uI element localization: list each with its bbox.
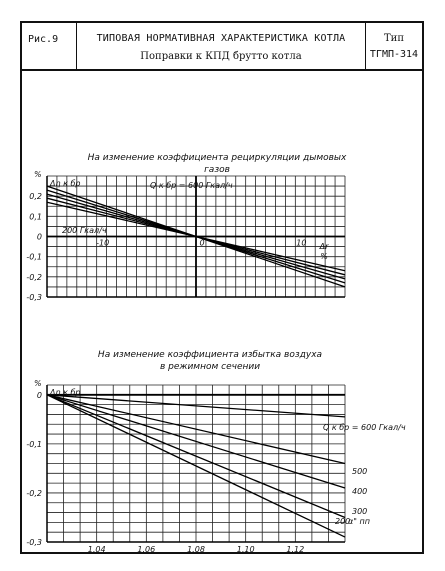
y-tick-label: -0,2 — [26, 488, 42, 498]
x-tick-label: 1,08 — [187, 545, 205, 554]
type-label: Тип — [384, 33, 404, 44]
chart-title — [88, 153, 347, 175]
y-axis-label: Δη к бр — [50, 388, 81, 397]
document-subtitle: Поправки к КПД брутто котла — [140, 51, 302, 62]
document-title: ТИПОВАЯ НОРМАТИВНАЯ ХАРАКТЕРИСТИКА КОТЛА — [96, 33, 346, 44]
y-tick-label: -0,3 — [26, 538, 42, 547]
chart-title-line: На изменение коэффициента избытка воздуха — [97, 350, 323, 360]
figure-label: Рис.9 — [28, 34, 59, 45]
series-label-200: 200 — [335, 517, 351, 526]
annotation-200: 200 Гкал/ч — [62, 226, 107, 235]
y-tick-label: -0,2 — [26, 272, 42, 282]
x-tick-label: 1,06 — [137, 545, 156, 554]
x-tick-label: 1,10 — [236, 545, 255, 554]
y-tick-label: 0,2 — [29, 192, 42, 202]
series-label-300: 300 — [352, 507, 368, 516]
y-tick-label: -0,1 — [26, 439, 42, 449]
chart-title-line: На изменение коэффициента рециркуляции дымовых — [87, 153, 347, 163]
type-value: ТГМП-314 — [369, 49, 419, 60]
y-tick-label: 0 — [36, 232, 42, 242]
y-axis-unit: % — [34, 170, 42, 179]
annotation-600: Q к бр = 600 Гкал/ч — [150, 181, 233, 190]
x-tick-label: -10 — [96, 238, 110, 248]
x-axis-label: α" пп — [348, 517, 370, 526]
chart-1 — [26, 153, 347, 302]
chart-title-line: в режимном сечении — [159, 362, 261, 372]
chart-title — [98, 350, 322, 372]
x-tick-label: 10 — [296, 238, 307, 248]
y-tick-label: -0,3 — [26, 293, 42, 302]
x-tick-label: 1,12 — [286, 545, 305, 554]
y-tick-label: 0 — [36, 390, 42, 400]
chart-2 — [26, 350, 405, 554]
y-axis-label: Δη к бр — [50, 179, 81, 188]
y-tick-label: 0,1 — [29, 212, 42, 222]
series-label-500: 500 — [352, 467, 368, 476]
series-label-400: 400 — [352, 487, 368, 496]
chart-title-line: газов — [204, 165, 230, 175]
annotation-600: Q к бр = 600 Гкал/ч — [323, 423, 406, 432]
y-tick-label: -0,1 — [26, 252, 42, 262]
x-tick-label: 1,04 — [87, 545, 106, 554]
x-axis-unit: % — [320, 252, 328, 261]
x-axis-label: Δr — [319, 242, 329, 251]
y-axis-unit: % — [34, 379, 42, 388]
x-tick-label: 0 — [199, 238, 205, 248]
